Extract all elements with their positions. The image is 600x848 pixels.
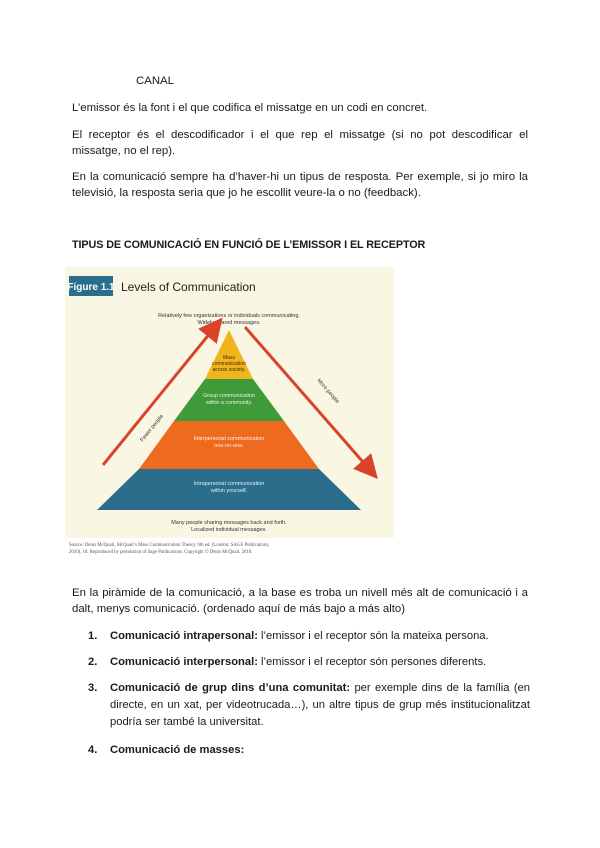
level-interpersonal-line-2: one-on-one. [214,443,244,449]
paragraph-receptor: El receptor és el descodificador i el que rep el missatge (si no pot descodificar el missatge, no el rep). [72,129,528,157]
top-caption-line-1: Relatively few organizations or individuals communicating. [158,313,300,319]
bottom-caption-line-2: Localized individual messages. [191,527,267,533]
list-body [110,654,530,671]
figure-source-line-2: 2010), 18. Reproduced by permission of Sage Publications. Copyright © Denis McQuail, 2010. [69,550,253,555]
levels-of-communication-figure [65,267,394,555]
level-intrapersonal-line-2: within yourself. [210,488,248,494]
canal-label: CANAL [136,75,174,87]
right-arrow-label: More people [315,377,341,405]
section-heading: TIPUS DE COMUNICACIÓ EN FUNCIÓ DE L’EMISSOR I EL RECEPTOR [72,239,426,251]
paragraph-resposta: En la comunicació sempre ha d’haver-hi un tipus de resposta. Per exemple, si jo miro la televisió, la resposta seria que jo he escollit veure-la o no (feedback). [72,171,528,199]
left-arrow-label: Fewer people [139,413,166,444]
pyramid-intro-paragraph: En la piràmide de la comunicació, a la base es troba un nivell més alt de comunicació i a dalt, menys comunicació. (ordenado aquí de más bajo a más alto) [72,587,528,615]
list-description: per exemple dins de la família (en directe, en un xat, per videotrucada…), un altre tipus de grup més institucionalitzat podría ser també la universitat. [110,682,531,728]
list-description: l’emissor i el receptor són la mateixa persona. [257,630,489,642]
figure-badge: Figure 1.1 [67,282,115,293]
level-group-line-1: Group communication [203,393,255,399]
list-description: l’emissor i el receptor són persones diferents. [257,656,487,668]
list-body [110,742,530,759]
list-number: 3. [88,682,98,694]
list-number: 1. [88,630,98,642]
level-mass-line-2: communication [212,361,246,367]
level-mass-line-1: Mass [223,355,235,361]
bottom-caption-line-1: Many people sharing messages back and forth. [171,520,287,526]
list-number: 4. [88,744,98,756]
level-intrapersonal-line-1: Intrapersonal communication [193,481,265,487]
list-body [110,628,530,645]
figure-title: Levels of Communication [121,280,256,294]
list-number: 2. [88,656,98,668]
top-caption-line-2: Widely shared messages. [197,320,261,326]
figure-source-line-1: Source: Denis McQuail, McQuail’s Mass Communication Theory, 6th ed. (London: SAGE Publications, [69,543,270,548]
list-term: Comunicació interpersonal: [110,656,258,668]
list-term: Comunicació intrapersonal: [110,630,258,642]
level-group-line-2: within a community. [205,400,253,406]
list-body [110,680,530,731]
list-term: Comunicació de masses: [110,744,245,756]
paragraph-emissor: L’emissor és la font i el que codifica el missatge en un codi en concret. [72,102,428,114]
list-term: Comunicació de grup dins d’una comunitat: [110,682,351,694]
level-interpersonal-line-1: Interpersonal communication [193,436,265,442]
level-mass-line-3: across society. [212,367,246,373]
